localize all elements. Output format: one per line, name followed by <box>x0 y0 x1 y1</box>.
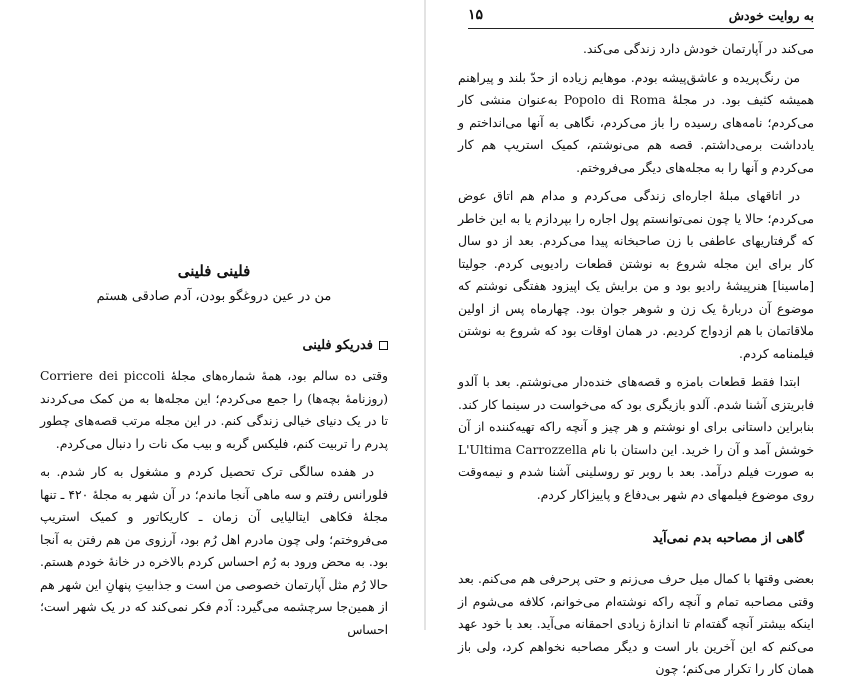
right-paragraph-3: در اتاقهای مبلهٔ اجاره‌ای زندگی می‌کردم و مدام هم اتاق عوض می‌کردم؛ حالا یا چون نمی‌توانستم پول اجاره را بپردازم یا به این خاطر که گرفتاریهای عاطفی با زن صاحبخانه پیدا می‌کردم. بعد از دو سال کار برای این مجله شروع به نوشتن قطعات رادیویی کردم. جولیتا [ماسینا] هنرپیشهٔ رادیو بود و من برایش یک اپیزود هفتگی نوشتم که موضوع آن دربارهٔ یک زن و شوهر جوان بود. چهارماه پس از اولین ملاقاتمان با هم ازدواج کردیم. در همان اوقات بود که شروع به نوشتن فیلمنامه کردم. <box>458 189 814 361</box>
left-page <box>0 0 424 637</box>
right-paragraph-4: ابتدا فقط قطعات بامزه و قصه‌های خنده‌دار می‌نوشتم. بعد با آلدو فابریتزی آشنا شدم. آلدو بازیگری بود که می‌خواست در سینما کار کند. بنابراین داستانی برای او نوشتم و هر چیز و آنچه راکه تهیه‌کننده از آن خوشش آمد و آن را خرید. این داستان با نام L'Ultima Carrozzella به صورت فیلم درآمد. بعد با روبر تو روسلینی آشنا شدم و نیمه‌وقت روی موضوع فیلمهای دم شهر بی‌دفاع و پاییزاکار کردم. <box>458 375 815 502</box>
author-line <box>40 338 388 353</box>
right-section-paragraph: بعضی وقتها با کمال میل حرف می‌زنم و حتی پرحرفی هم می‌کنم. بعد وقتی مصاحبه تمام و آنچه راکه نوشته‌ام می‌خوانم، کلافه می‌شوم از اینکه بیشتر آنچه گفته‌ام تا اندازهٔ زیادی احمقانه می‌آید. بعد با خود عهد می‌کنم که این آخرین بار است و دیگر مصاحبه نخواهم کرد، ولی باز همان کار را تکرار می‌کنم؛ چون <box>458 572 814 676</box>
left-paragraph-2: در هفده سالگی ترک تحصیل کردم و مشغول به کار شدم. به فلورانس رفتم و سه ماهی آنجا ماندم؛ در آن شهر به مجلهٔ ۴۲۰ ـ تنها مجلهٔ فکاهی ایتالیایی آن زمان ـ کاریکاتور و کمیک استریپ می‌فروختم؛ ولی چون مادرم اهل رُم بود، آرزوی من هم رفتن به آنجا بود. به محض ورود به رُم احساس کردم بالاخره در خانهٔ خودم هستم. حالا رُم مثل آپارتمان خصوصی من است و جذابیتِ پنهانِ این شهر هم از همین‌جا سرچشمه می‌گیرد: آدم فکر نمی‌کند که در یک شهر است؛ احساس <box>40 465 388 637</box>
chapter-title: فلینی فلینی <box>177 262 251 280</box>
chapter-subtitle: من در عین دروغگو بودن، آدم صادقی هستم <box>96 289 332 304</box>
section-heading: گاهی از مصاحبه بدم نمی‌آید <box>652 531 804 546</box>
right-page-body <box>458 38 814 687</box>
left-paragraph-1: وقتی ده سالم بود، همهٔ شماره‌های مجلهٔ Corriere dei piccoli (روزنامهٔ بچه‌ها) را جمع می‌کردم؛ این مجله‌ها به من کمک می‌کردند تا در یک دنیای خیالی زندگی کنم. در این مجله مرتب قصه‌های چطور پدرم را تربیت کنم، فلیکس گربه و بیب مک نات را دنبال می‌کردم. <box>40 369 388 451</box>
running-head-title: به روایت خودش <box>728 8 814 23</box>
right-page <box>426 0 850 676</box>
page-number: ۱۵ <box>468 7 484 23</box>
right-paragraph-2: من رنگ‌پریده و عاشق‌پیشه بودم. موهایم زیاده از حدّ بلند و پیراهنم همیشه کثیف بود. در مجلهٔ Popolo di Roma به‌عنوان منشی کار می‌کردم؛ نامه‌های رسیده را باز می‌کردم، نگاهی به آنها می‌انداختم و یادداشت برمی‌داشتم. قصه هم می‌نوشتم، کمیک استریپ هم کار می‌کردم و آنها را به مجله‌های دیگر می‌فروختم. <box>458 70 814 175</box>
author-name: فدریکو فلینی <box>302 338 373 353</box>
right-paragraph-1: می‌کند در آپارتمان خودش دارد زندگی می‌کند. <box>583 42 814 56</box>
left-page-body <box>40 260 388 647</box>
running-head <box>468 4 814 29</box>
square-bullet-icon <box>379 341 388 350</box>
